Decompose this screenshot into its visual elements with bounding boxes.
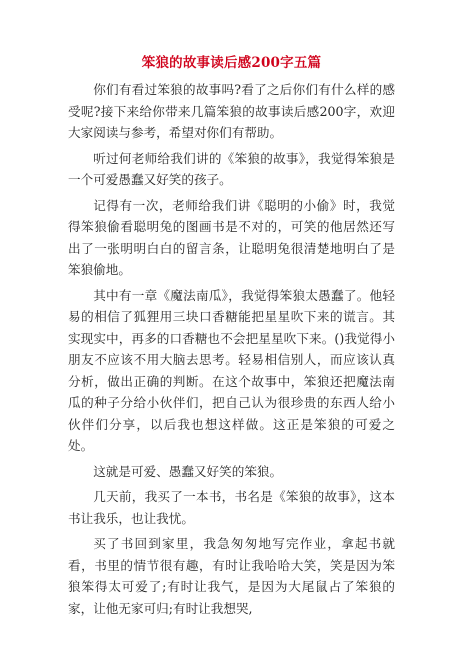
- paragraph-2: 听过何老师给我们讲的《笨狼的故事》，我觉得笨狼是一个可爱愚蠢又好笑的孩子。: [68, 150, 395, 187]
- paragraph-7: 买了书回到家里，我急匆匆地写完作业，拿起书就看，书里的情节很有趣，有时让我哈哈大笑，笑是因为笨狼笨得太可爱了;有时让我气，是因为大尾鼠占了笨狼的家，让他无家可归;有时让我想哭,: [68, 536, 395, 616]
- paragraph-6: 几天前，我买了一本书，书名是《笨狼的故事》，这本书让我乐，也让我忧。: [68, 489, 395, 526]
- document-title: 笨狼的故事读后感200字五篇: [141, 55, 322, 71]
- paragraph-3: 记得有一次，老师给我们讲《聪明的小偷》时，我觉得笨狼偷看聪明兔的图画书是不对的，可笑的他居然还写出了一张明明白白的留言条，让聪明兔很清楚地明白了是笨狼偷地。: [68, 197, 395, 277]
- paragraph-5: 这就是可爱、愚蠢又好笑的笨狼。: [93, 463, 283, 479]
- paragraph-1: 你们有看过笨狼的故事吗?看了之后你们有什么样的感受呢?接下来给你带来几篇笨狼的故事读后感200字，欢迎大家阅读与参考，希望对你们有帮助。: [68, 82, 395, 140]
- paragraph-4: 其中有一章《魔法南瓜》，我觉得笨狼太愚蠢了。他轻易的相信了狐狸用三块口香糖能把星星吹下来的谎言。其实现实中，再多的口香糖也不会把星星吹下来。()我觉得小朋友不应该不用大脑去思考。轻易相信别人，而应该认真分析，做出正确的判断。在这个故事中，笨狼还把魔法南瓜的种子分给小伙伴们，把自己认为很珍贵的东西人给小伙伴们分享，以后我也想这样做。这正是笨狼的可爱之处。: [68, 287, 395, 453]
